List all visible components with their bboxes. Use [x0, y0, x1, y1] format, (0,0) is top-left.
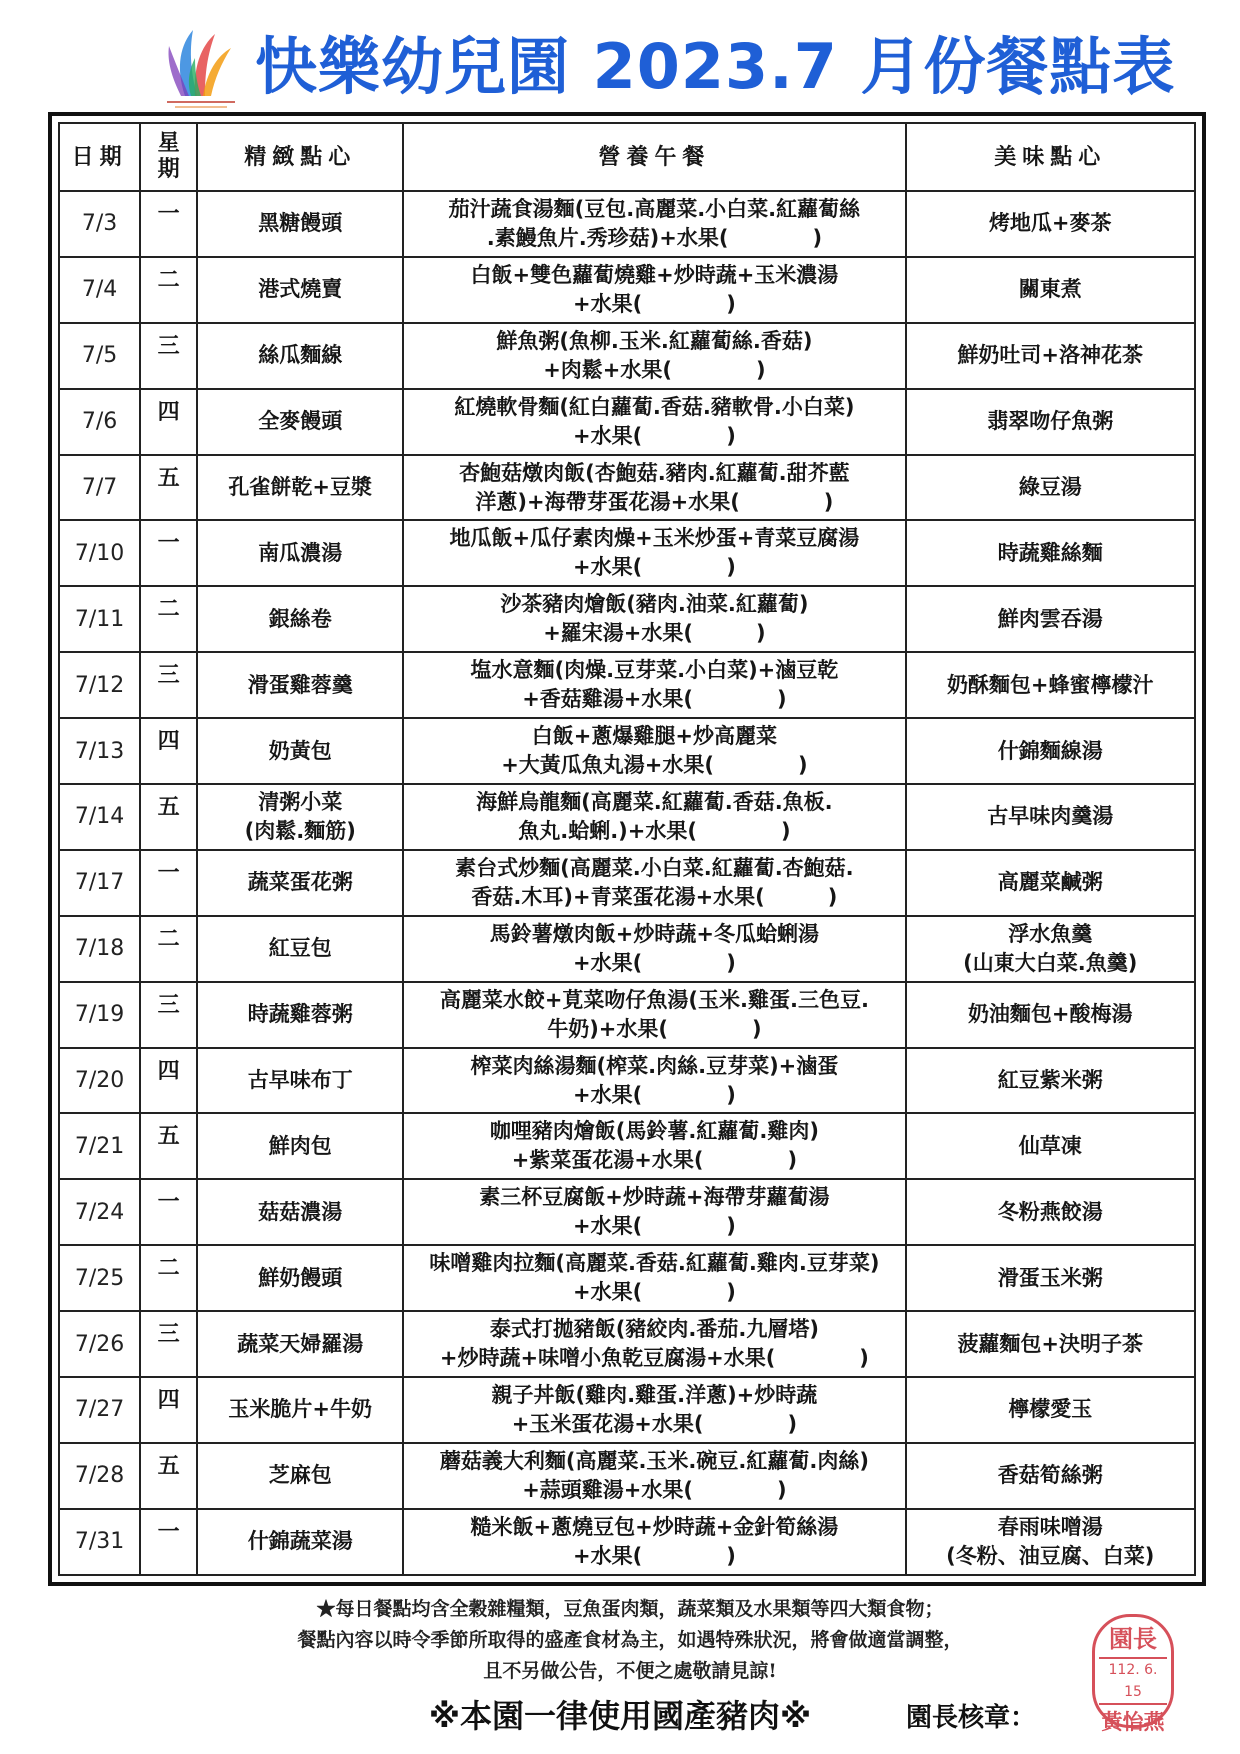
date-cell: 7/21 — [59, 1113, 140, 1179]
lunch-line: 白飯+蔥爆雞腿+炒高麗菜 — [531, 724, 777, 749]
pm-snack-cell — [906, 718, 1196, 784]
date-cell: 7/24 — [59, 1179, 140, 1245]
weekday-cell: 三 — [140, 982, 197, 1048]
date-cell: 7/26 — [59, 1311, 140, 1377]
weekday-cell: 三 — [140, 323, 197, 389]
am-snack-text: 清粥小菜 (肉鬆.麵筋) — [244, 789, 356, 843]
lunch-line: +大黃瓜魚丸湯+水果( ) — [501, 753, 808, 778]
am-snack-text: 什錦蔬菜湯 — [247, 1529, 353, 1554]
nutrition-note — [200, 1594, 1060, 1687]
pm-snack-line: 古早味肉羹湯 — [987, 804, 1114, 829]
am-snack-text: 菇菇濃湯 — [258, 1199, 343, 1224]
weekday-cell: 三 — [140, 652, 197, 718]
date-cell: 7/6 — [59, 389, 140, 455]
lunch-line: 牛奶)+水果( ) — [547, 1016, 762, 1041]
pm-snack-cell — [906, 323, 1196, 389]
pm-snack-cell — [906, 850, 1196, 916]
lunch-line: +羅宋湯+水果( ) — [543, 621, 766, 646]
table-row — [59, 784, 1195, 850]
pm-snack-cell — [906, 191, 1196, 257]
weekday-cell: 一 — [140, 520, 197, 586]
lunch-cell — [403, 1113, 905, 1179]
date-cell: 7/3 — [59, 191, 140, 257]
pm-snack-line: 烤地瓜+麥茶 — [988, 211, 1112, 236]
am-snack-cell — [197, 191, 403, 257]
lunch-line: +炒時蔬+味噌小魚乾豆腐湯+水果( ) — [439, 1346, 869, 1371]
table-row — [59, 652, 1195, 718]
lunch-line: 地瓜飯+瓜仔素肉燥+玉米炒蛋+青菜豆腐湯 — [449, 526, 860, 551]
weekday-cell: 二 — [140, 586, 197, 652]
pm-snack-line: 菠蘿麵包+決明子茶 — [957, 1331, 1144, 1356]
note-line: 且不另做公告，不便之處敬請見諒! — [483, 1660, 777, 1682]
am-snack-cell — [197, 389, 403, 455]
lunch-line: 親子丼飯(雞肉.雞蛋.洋蔥)+炒時蔬 — [491, 1382, 818, 1407]
lunch-cell — [403, 520, 905, 586]
table-row — [59, 323, 1195, 389]
lunch-cell — [403, 1443, 905, 1509]
pm-snack-cell — [906, 586, 1196, 652]
weekday-cell: 一 — [140, 191, 197, 257]
date-cell: 7/17 — [59, 850, 140, 916]
pm-snack-line: (山東大白菜.魚羹) — [963, 950, 1138, 975]
am-snack-text: 銀絲卷 — [268, 606, 332, 631]
lunch-line: +香菇雞湯+水果( ) — [522, 687, 787, 712]
date-cell: 7/25 — [59, 1245, 140, 1311]
lunch-line: 茄汁蔬食湯麵(豆包.高麗菜.小白菜.紅蘿蔔絲 — [448, 196, 861, 221]
weekday-cell: 二 — [140, 916, 197, 982]
am-snack-cell — [197, 455, 403, 521]
am-snack-cell — [197, 1509, 403, 1575]
table-row — [59, 1443, 1195, 1509]
am-snack-cell — [197, 257, 403, 323]
pm-snack-cell — [906, 1245, 1196, 1311]
lunch-line: +水果( ) — [573, 1280, 736, 1305]
am-snack-text: 黑糖饅頭 — [258, 211, 343, 236]
pm-snack-line: 奶酥麵包+蜂蜜檸檬汁 — [946, 672, 1154, 697]
lunch-line: 糙米飯+蔥燒豆包+炒時蔬+金針筍絲湯 — [470, 1514, 839, 1539]
date-cell: 7/20 — [59, 1048, 140, 1114]
am-snack-text: 芝麻包 — [268, 1463, 332, 1488]
lunch-cell — [403, 1048, 905, 1114]
am-snack-text: 全麥饅頭 — [258, 409, 343, 434]
table-row — [59, 586, 1195, 652]
lunch-cell — [403, 1179, 905, 1245]
pm-snack-cell — [906, 257, 1196, 323]
pm-snack-line: 奶油麵包+酸梅湯 — [967, 1002, 1133, 1027]
pm-snack-cell — [906, 1443, 1196, 1509]
am-snack-cell — [197, 1048, 403, 1114]
am-snack-text: 奶黃包 — [268, 738, 332, 763]
date-cell: 7/28 — [59, 1443, 140, 1509]
pm-snack-cell — [906, 1179, 1196, 1245]
note-line: ★每日餐點均含全穀雜糧類，豆魚蛋肉類，蔬菜類及水果類等四大類食物； — [316, 1598, 944, 1620]
pm-snack-line: 滑蛋玉米粥 — [997, 1265, 1103, 1290]
am-snack-text: 蔬菜天婦羅湯 — [237, 1331, 364, 1356]
table-row — [59, 191, 1195, 257]
date-cell: 7/10 — [59, 520, 140, 586]
date-cell: 7/7 — [59, 455, 140, 521]
lunch-line: 素三杯豆腐飯+炒時蔬+海帶芽蘿蔔湯 — [479, 1185, 830, 1210]
weekday-cell: 一 — [140, 850, 197, 916]
am-snack-cell — [197, 1179, 403, 1245]
lunch-cell — [403, 784, 905, 850]
date-cell: 7/31 — [59, 1509, 140, 1575]
column-header-am-snack: 精緻點心 — [197, 123, 403, 191]
column-header-weekday — [140, 123, 197, 191]
menu-table-body — [59, 191, 1195, 1575]
table-row — [59, 982, 1195, 1048]
lunch-line: 高麗菜水餃+莧菜吻仔魚湯(玉米.雞蛋.三色豆. — [439, 987, 869, 1012]
table-row — [59, 257, 1195, 323]
weekday-cell: 三 — [140, 1311, 197, 1377]
lunch-line: 榨菜肉絲湯麵(榨菜.肉絲.豆芽菜)+滷蛋 — [470, 1053, 839, 1078]
pork-notice: ※本園一律使用國產豬肉※ — [428, 1697, 812, 1735]
am-snack-text: 古早味布丁 — [247, 1068, 353, 1093]
lunch-line: +水果( ) — [573, 291, 736, 316]
am-snack-cell — [197, 586, 403, 652]
am-snack-cell — [197, 1443, 403, 1509]
pm-snack-line: 春雨味噌湯 — [997, 1514, 1103, 1539]
lunch-line: 白飯+雙色蘿蔔燒雞+炒時蔬+玉米濃湯 — [470, 262, 839, 287]
am-snack-cell — [197, 1377, 403, 1443]
pm-snack-cell — [906, 1311, 1196, 1377]
date-cell: 7/13 — [59, 718, 140, 784]
lunch-line: +水果( ) — [573, 950, 736, 975]
lunch-line: +水果( ) — [573, 423, 736, 448]
am-snack-cell — [197, 982, 403, 1048]
table-row — [59, 1509, 1195, 1575]
weekday-cell: 一 — [140, 1179, 197, 1245]
lunch-cell — [403, 586, 905, 652]
am-snack-cell — [197, 323, 403, 389]
note-line: 餐點內容以時令季節所取得的盛產食材為主，如遇特殊狀況，將會做適當調整， — [297, 1629, 963, 1651]
am-snack-text: 鮮肉包 — [268, 1133, 332, 1158]
lunch-line: 杏鮑菇燉肉飯(杏鮑菇.豬肉.紅蘿蔔.甜芥藍 — [459, 460, 850, 485]
lunch-line: 海鮮烏龍麵(高麗菜.紅蘿蔔.香菇.魚板. — [476, 789, 833, 814]
lunch-cell — [403, 323, 905, 389]
lunch-line: 素台式炒麵(高麗菜.小白菜.紅蘿蔔.杏鮑菇. — [455, 855, 854, 880]
principal-seal — [1092, 1614, 1174, 1734]
lunch-cell — [403, 652, 905, 718]
lunch-line: 蘑菇義大利麵(高麗菜.玉米.碗豆.紅蘿蔔.肉絲) — [439, 1448, 869, 1473]
weekday-cell: 二 — [140, 1245, 197, 1311]
pm-snack-cell — [906, 1113, 1196, 1179]
seal-title: 園長 — [1109, 1625, 1157, 1653]
weekday-cell: 五 — [140, 1113, 197, 1179]
column-header-date: 日期 — [59, 123, 140, 191]
lunch-cell — [403, 982, 905, 1048]
lunch-line: +蒜頭雞湯+水果( ) — [522, 1477, 787, 1502]
table-row — [59, 850, 1195, 916]
pm-snack-cell — [906, 784, 1196, 850]
weekday-cell: 一 — [140, 1509, 197, 1575]
weekday-cell: 五 — [140, 455, 197, 521]
pm-snack-line: 鮮肉雲吞湯 — [997, 606, 1103, 631]
date-cell: 7/12 — [59, 652, 140, 718]
table-row — [59, 455, 1195, 521]
lunch-line: 魚丸.蛤蜊.)+水果( ) — [518, 818, 791, 843]
am-snack-cell — [197, 784, 403, 850]
am-snack-text: 港式燒賣 — [258, 277, 343, 302]
pm-snack-cell — [906, 1377, 1196, 1443]
lunch-cell — [403, 718, 905, 784]
pm-snack-line: 仙草凍 — [1018, 1133, 1082, 1158]
pm-snack-line: 綠豆湯 — [1018, 475, 1082, 499]
lunch-cell — [403, 455, 905, 521]
table-row — [59, 718, 1195, 784]
date-cell: 7/14 — [59, 784, 140, 850]
am-snack-text: 孔雀餅乾+豆漿 — [228, 475, 373, 499]
lunch-line: 味噌雞肉拉麵(高麗菜.香菇.紅蘿蔔.雞肉.豆芽菜) — [429, 1251, 880, 1276]
table-row — [59, 1048, 1195, 1114]
pm-snack-cell — [906, 1509, 1196, 1575]
table-row — [59, 1311, 1195, 1377]
pm-snack-cell — [906, 652, 1196, 718]
pm-snack-line: 紅豆紫米粥 — [997, 1068, 1103, 1093]
lunch-line: +玉米蛋花湯+水果( ) — [511, 1411, 798, 1436]
am-snack-cell — [197, 1245, 403, 1311]
stamp-label: 園長核章： — [906, 1703, 1037, 1733]
lunch-line: .素鰻魚片.秀珍菇)+水果( ) — [486, 225, 823, 250]
am-snack-cell — [197, 1311, 403, 1377]
lunch-cell — [403, 257, 905, 323]
date-cell: 7/18 — [59, 916, 140, 982]
pm-snack-line: 冬粉燕餃湯 — [997, 1199, 1103, 1224]
table-row — [59, 1113, 1195, 1179]
table-header-row — [59, 123, 1195, 191]
lunch-line: 沙茶豬肉燴飯(豬肉.油菜.紅蘿蔔) — [500, 592, 809, 617]
lunch-line: +紫菜蛋花湯+水果( ) — [511, 1148, 798, 1173]
weekday-cell: 四 — [140, 1377, 197, 1443]
date-cell: 7/19 — [59, 982, 140, 1048]
lunch-line: 塩水意麵(肉燥.豆芽菜.小白菜)+滷豆乾 — [470, 658, 839, 683]
am-snack-cell — [197, 520, 403, 586]
lunch-cell — [403, 916, 905, 982]
pm-snack-cell — [906, 520, 1196, 586]
lunch-line: 鮮魚粥(魚柳.玉米.紅蘿蔔絲.香菇) — [496, 328, 813, 353]
pm-snack-line: 關東煮 — [1018, 277, 1082, 302]
am-snack-cell — [197, 718, 403, 784]
date-cell: 7/4 — [59, 257, 140, 323]
am-snack-text: 鮮奶饅頭 — [258, 1265, 343, 1290]
table-row — [59, 916, 1195, 982]
table-row — [59, 1377, 1195, 1443]
am-snack-text: 滑蛋雞蓉羹 — [247, 672, 353, 697]
lunch-line: +水果( ) — [573, 555, 736, 580]
lunch-line: 馬鈴薯燉肉飯+炒時蔬+冬瓜蛤蜊湯 — [489, 921, 819, 946]
pm-snack-cell — [906, 982, 1196, 1048]
weekday-cell: 五 — [140, 1443, 197, 1509]
pm-snack-line: 什錦麵線湯 — [997, 738, 1103, 763]
column-header-weekday-text: 星期 — [157, 131, 180, 182]
seal-date: 112. 6. 15 — [1099, 1657, 1167, 1705]
lunch-cell — [403, 389, 905, 455]
pm-snack-line: 香菇筍絲粥 — [997, 1463, 1103, 1488]
lunch-line: 泰式打拋豬飯(豬絞肉.番茄.九層塔) — [489, 1317, 819, 1342]
am-snack-cell — [197, 850, 403, 916]
lunch-cell — [403, 1311, 905, 1377]
am-snack-text: 南瓜濃湯 — [258, 540, 343, 565]
pm-snack-cell — [906, 916, 1196, 982]
column-header-pm-snack: 美味點心 — [906, 123, 1196, 191]
date-cell: 7/11 — [59, 586, 140, 652]
menu-sheet — [48, 112, 1206, 1586]
am-snack-cell — [197, 652, 403, 718]
lunch-line: +水果( ) — [573, 1214, 736, 1239]
pm-snack-cell — [906, 389, 1196, 455]
am-snack-text: 時蔬雞蓉粥 — [247, 1002, 353, 1027]
pm-snack-line: 浮水魚羹 — [1008, 921, 1093, 946]
page-title: 快樂幼兒園 2023.7 月份餐點表 — [255, 30, 1176, 103]
pm-snack-line: 鮮奶吐司+洛神花茶 — [957, 343, 1144, 368]
pm-snack-cell — [906, 1048, 1196, 1114]
date-cell: 7/27 — [59, 1377, 140, 1443]
column-header-lunch: 營養午餐 — [403, 123, 905, 191]
weekday-cell: 四 — [140, 718, 197, 784]
pm-snack-cell — [906, 455, 1196, 521]
am-snack-cell — [197, 916, 403, 982]
lunch-line: 洋蔥)+海帶芽蛋花湯+水果( ) — [475, 489, 834, 514]
school-logo — [145, 26, 255, 112]
am-snack-cell — [197, 1113, 403, 1179]
pm-snack-line: 翡翠吻仔魚粥 — [987, 409, 1114, 434]
lunch-cell — [403, 850, 905, 916]
lunch-line: 紅燒軟骨麵(紅白蘿蔔.香菇.豬軟骨.小白菜) — [454, 394, 855, 419]
weekday-cell: 二 — [140, 257, 197, 323]
lunch-line: +水果( ) — [573, 1082, 736, 1107]
menu-table — [58, 122, 1196, 1576]
lunch-cell — [403, 1377, 905, 1443]
lunch-line: 香菇.木耳)+青菜蛋花湯+水果( ) — [471, 884, 838, 909]
date-cell: 7/5 — [59, 323, 140, 389]
pm-snack-line: 檸檬愛玉 — [1008, 1397, 1093, 1422]
lunch-line: +肉鬆+水果( ) — [543, 357, 766, 382]
am-snack-text: 絲瓜麵線 — [258, 343, 343, 368]
lunch-line: +水果( ) — [573, 1543, 736, 1568]
table-row — [59, 520, 1195, 586]
lunch-cell — [403, 1245, 905, 1311]
pm-snack-line: 高麗菜鹹粥 — [997, 870, 1103, 895]
weekday-cell: 五 — [140, 784, 197, 850]
lunch-cell — [403, 191, 905, 257]
am-snack-text: 紅豆包 — [268, 936, 332, 961]
table-row — [59, 389, 1195, 455]
weekday-cell: 四 — [140, 389, 197, 455]
pm-snack-line: (冬粉、油豆腐、白菜) — [946, 1543, 1155, 1568]
lunch-cell — [403, 1509, 905, 1575]
weekday-cell: 四 — [140, 1048, 197, 1114]
am-snack-text: 蔬菜蛋花粥 — [247, 870, 353, 895]
seal-name: 黃怡燕 — [1101, 1710, 1165, 1734]
am-snack-text: 玉米脆片+牛奶 — [228, 1397, 373, 1422]
lunch-line: 咖哩豬肉燴飯(馬鈴薯.紅蘿蔔.雞肉) — [489, 1119, 819, 1144]
table-row — [59, 1245, 1195, 1311]
pm-snack-line: 時蔬雞絲麵 — [997, 540, 1103, 565]
table-row — [59, 1179, 1195, 1245]
